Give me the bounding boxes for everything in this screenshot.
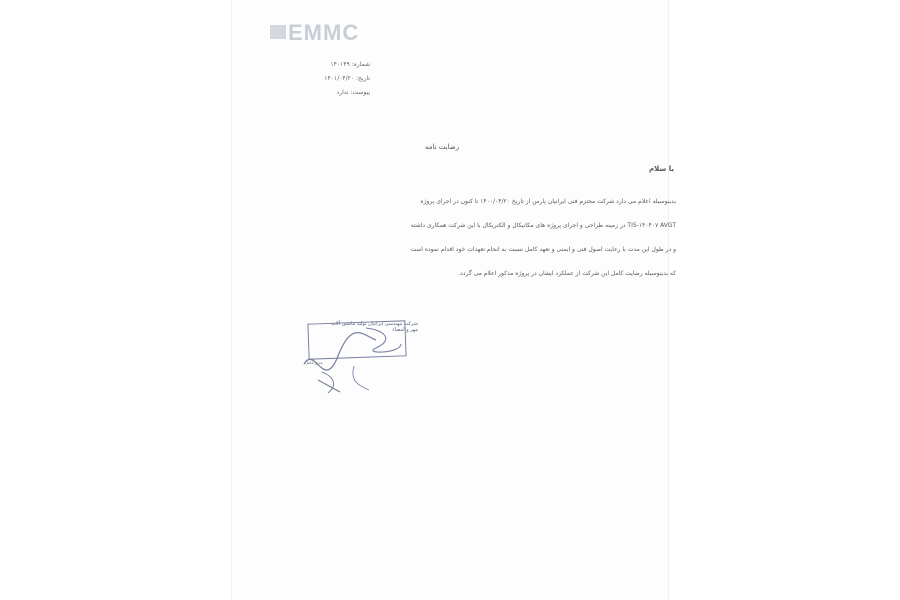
body-line: بدینوسیله اعلام می دارد شرکت محترم فنی ایرانیان پارس از تاریخ ۱۴۰۰/۰۴/۲۰ تا کنون در اجرای پروژه xyxy=(420,198,676,205)
company-logo xyxy=(270,16,380,46)
document-metadata xyxy=(318,58,370,100)
emmc-logo-icon xyxy=(270,25,286,39)
signature-stamp-area xyxy=(280,310,420,400)
stamp-text-line-2: مهر و امضاء xyxy=(392,327,418,333)
body-line: و در طول این مدت با رعایت اصول فنی و ایمنی و تعهد کامل نسبت به انجام تعهدات خود اقدام نموده است xyxy=(410,246,676,253)
stamp-text-line-1: شرکت مهندسی ایرانیان تولید ماشین آلات xyxy=(331,321,418,327)
document-page xyxy=(232,0,668,600)
logo-brand-text: EMMC xyxy=(288,20,360,45)
document-title: رضایت نامه xyxy=(425,143,460,151)
body-line: TIS-۱۴۰۴۰۷ AVGT در زمینه طراحی و اجرای پروژه های مکانیکال و الکتریکال با این شرکت همکاری داشته xyxy=(410,222,676,229)
document-number: شماره: ۱۴۰۱۴۹ xyxy=(330,61,370,68)
signature-label: مدیر عامل xyxy=(305,360,323,365)
document-attachment: پیوست: ندارد xyxy=(336,89,370,96)
document-date: تاریخ: ۱۴۰۱/۰۴/۲۰ xyxy=(324,75,370,82)
salutation: با سلام xyxy=(648,165,674,173)
stamp-text xyxy=(290,321,418,333)
body-line: که بدینوسیله رضایت کامل این شرکت از عملکرد ایشان در پروژه مذکور اعلام می گردد. xyxy=(458,270,676,277)
document-body xyxy=(276,190,676,286)
